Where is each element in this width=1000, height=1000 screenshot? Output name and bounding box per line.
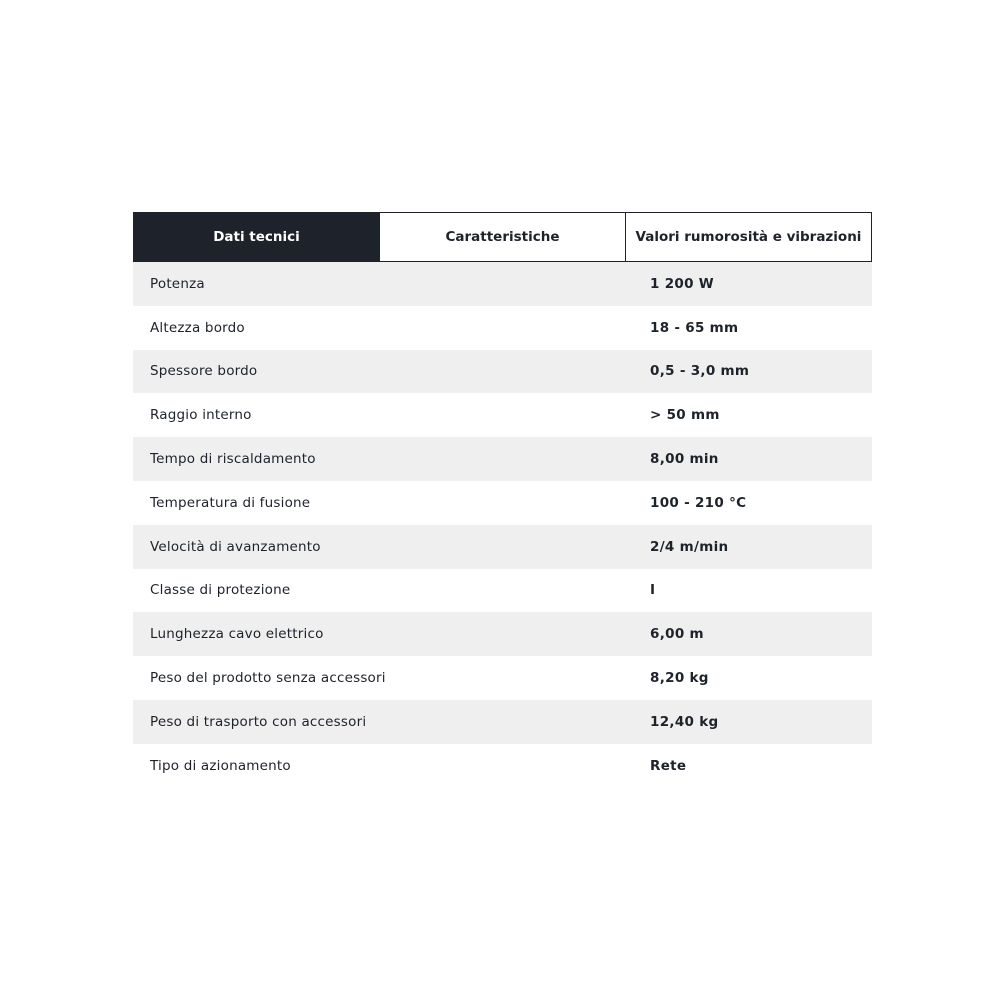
spec-label: Tipo di azionamento — [150, 757, 291, 774]
table-row — [133, 393, 872, 437]
spec-value: 0,5 - 3,0 mm — [650, 363, 750, 380]
table-row — [133, 306, 872, 350]
spec-value: 12,40 kg — [650, 713, 719, 730]
spec-value: 2/4 m/min — [650, 538, 729, 555]
spec-value: Rete — [650, 757, 687, 774]
spec-label: Peso del prodotto senza accessori — [150, 670, 386, 687]
spec-label: Velocità di avanzamento — [150, 538, 321, 555]
spec-label: Temperatura di fusione — [150, 494, 311, 511]
table-row — [133, 700, 872, 744]
table-row — [133, 481, 872, 525]
spec-value: 18 - 65 mm — [650, 319, 739, 336]
table-row — [133, 612, 872, 656]
table-row — [133, 656, 872, 700]
spec-value: 100 - 210 °C — [650, 494, 747, 511]
tab-dati-tecnici[interactable]: Dati tecnici — [133, 212, 380, 262]
table-row — [133, 437, 872, 481]
spec-value: > 50 mm — [650, 407, 720, 424]
technical-data-panel — [133, 212, 872, 788]
spec-label: Peso di trasporto con accessori — [150, 713, 367, 730]
spec-label: Lunghezza cavo elettrico — [150, 626, 324, 643]
spec-value: 1 200 W — [650, 275, 714, 292]
spec-value: 6,00 m — [650, 626, 704, 643]
spec-label: Raggio interno — [150, 407, 252, 424]
spec-value: 8,20 kg — [650, 670, 709, 687]
spec-label: Spessore bordo — [150, 363, 258, 380]
table-row — [133, 569, 872, 613]
tab-valori-rumorosita[interactable]: Valori rumorosità e vibrazioni — [626, 212, 872, 262]
spec-label: Tempo di riscaldamento — [150, 451, 316, 468]
spec-label: Altezza bordo — [150, 319, 245, 336]
table-row — [133, 525, 872, 569]
spec-value: I — [650, 582, 656, 599]
specs-table — [133, 262, 872, 788]
tab-caratteristiche[interactable]: Caratteristiche — [380, 212, 626, 262]
table-row — [133, 350, 872, 394]
table-row — [133, 262, 872, 306]
spec-value: 8,00 min — [650, 451, 719, 468]
tab-bar — [133, 212, 872, 262]
spec-label: Potenza — [150, 275, 205, 292]
table-row — [133, 744, 872, 788]
spec-label: Classe di protezione — [150, 582, 291, 599]
